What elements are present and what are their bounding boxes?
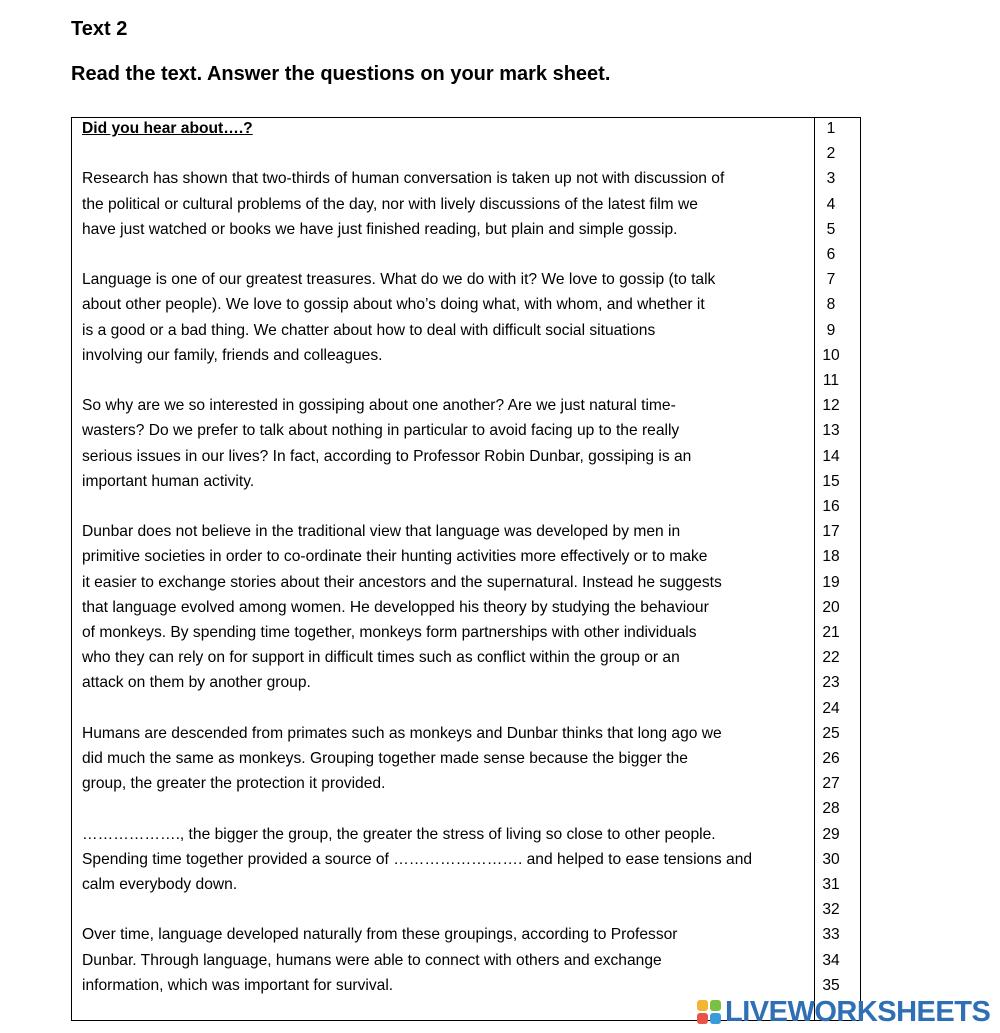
passage-line: Research has shown that two-thirds of human conversation is taken up not with discussion of: [82, 170, 725, 188]
line-number: 27: [822, 775, 840, 793]
line-number: 35: [822, 976, 840, 994]
line-number: 20: [822, 598, 840, 616]
passage-line: ………………., the bigger the group, the greater the stress of living so close to other people.: [82, 825, 716, 843]
line-number: 19: [822, 573, 840, 591]
line-number: 18: [822, 548, 840, 566]
line-number: 29: [822, 825, 840, 843]
line-number: 1: [826, 120, 836, 137]
passage-line: serious issues in our lives? In fact, according to Professor Robin Dunbar, gossiping is an: [82, 447, 692, 465]
line-number: 24: [822, 699, 840, 717]
passage-line: did much the same as monkeys. Grouping together made sense because the bigger the: [82, 750, 688, 767]
line-number: 3: [826, 170, 836, 188]
passage-line: it easier to exchange stories about their ancestors and the supernatural. Instead he suggests: [82, 573, 722, 591]
line-number: 25: [822, 724, 840, 742]
passage-line: Dunbar does not believe in the traditional view that language was developed by men in: [82, 523, 681, 541]
passage-line: of monkeys. By spending time together, monkeys form partnerships with other individuals: [82, 624, 697, 641]
section-title: Text 2: [71, 18, 128, 40]
passage-line: Over time, language developed naturally from these groupings, according to Professor: [82, 926, 678, 944]
line-number: 33: [822, 926, 840, 944]
line-number: 23: [822, 674, 840, 692]
passage-line: wasters? Do we prefer to talk about nothing in particular to avoid facing up to the really: [82, 422, 680, 440]
passage-line: the political or cultural problems of the day, nor with lively discussions of the latest film we: [82, 195, 698, 213]
line-number: 6: [826, 246, 836, 263]
passage-line: about other people). We love to gossip about who’s doing what, with whom, and whether it: [82, 296, 705, 314]
passage-line: Humans are descended from primates such as monkeys and Dunbar thinks that long ago we: [82, 724, 722, 742]
liveworksheets-logo: [697, 996, 995, 1028]
passage-line: information, which was important for survival.: [82, 976, 394, 994]
passage-line: have just watched or books we have just finished reading, but plain and simple gossip.: [82, 220, 678, 238]
passage-line: that language evolved among women. He developped his theory by studying the behaviour: [82, 598, 709, 616]
line-number: 4: [826, 195, 836, 213]
line-number: 15: [822, 472, 840, 490]
passage-box: [71, 117, 861, 1021]
line-number: 5: [826, 220, 836, 238]
line-number: 2: [826, 145, 836, 163]
line-number-divider: [814, 118, 815, 1020]
line-number: 8: [826, 296, 836, 314]
line-number: 32: [822, 901, 840, 919]
line-number: 7: [826, 271, 836, 289]
passage-line: attack on them by another group.: [82, 674, 311, 692]
line-number: 26: [822, 750, 840, 767]
passage-title: Did you hear about….?: [82, 120, 253, 137]
line-number: 10: [822, 346, 840, 364]
logo-text: LIVEWORKSHEETS: [725, 996, 991, 1028]
logo-mark-icon: [697, 1000, 721, 1024]
line-number: 12: [822, 397, 840, 415]
passage-line: is a good or a bad thing. We chatter about how to deal with difficult social situations: [82, 321, 656, 339]
passage-line: important human activity.: [82, 472, 255, 490]
line-number: 16: [822, 498, 840, 515]
passage-line: calm everybody down.: [82, 876, 238, 893]
line-number: 9: [826, 321, 836, 339]
line-number: 11: [822, 372, 840, 389]
line-number: 21: [822, 624, 840, 641]
passage-line: group, the greater the protection it provided.: [82, 775, 386, 793]
line-number: 22: [822, 649, 840, 667]
passage-line: Spending time together provided a source of ……………………. and helped to ease tensions and: [82, 850, 753, 868]
passage-line: Dunbar. Through language, humans were able to connect with others and exchange: [82, 951, 662, 969]
passage-line: Language is one of our greatest treasures. What do we do with it? We love to gossip (to talk: [82, 271, 716, 289]
line-number: 34: [822, 951, 840, 969]
passage-line: involving our family, friends and colleagues.: [82, 346, 383, 364]
line-number: 14: [822, 447, 840, 465]
passage-line: So why are we so interested in gossiping about one another? Are we just natural time-: [82, 397, 676, 415]
line-number: 13: [822, 422, 840, 440]
passage-line: who they can rely on for support in difficult times such as conflict within the group or an: [82, 649, 680, 667]
line-number: 28: [822, 800, 840, 818]
line-number: 31: [822, 876, 840, 893]
passage-line: primitive societies in order to co-ordinate their hunting activities more effectively or to make: [82, 548, 708, 566]
instruction-text: Read the text. Answer the questions on your mark sheet.: [71, 63, 611, 85]
line-number: 30: [822, 850, 840, 868]
line-number: 17: [822, 523, 840, 541]
